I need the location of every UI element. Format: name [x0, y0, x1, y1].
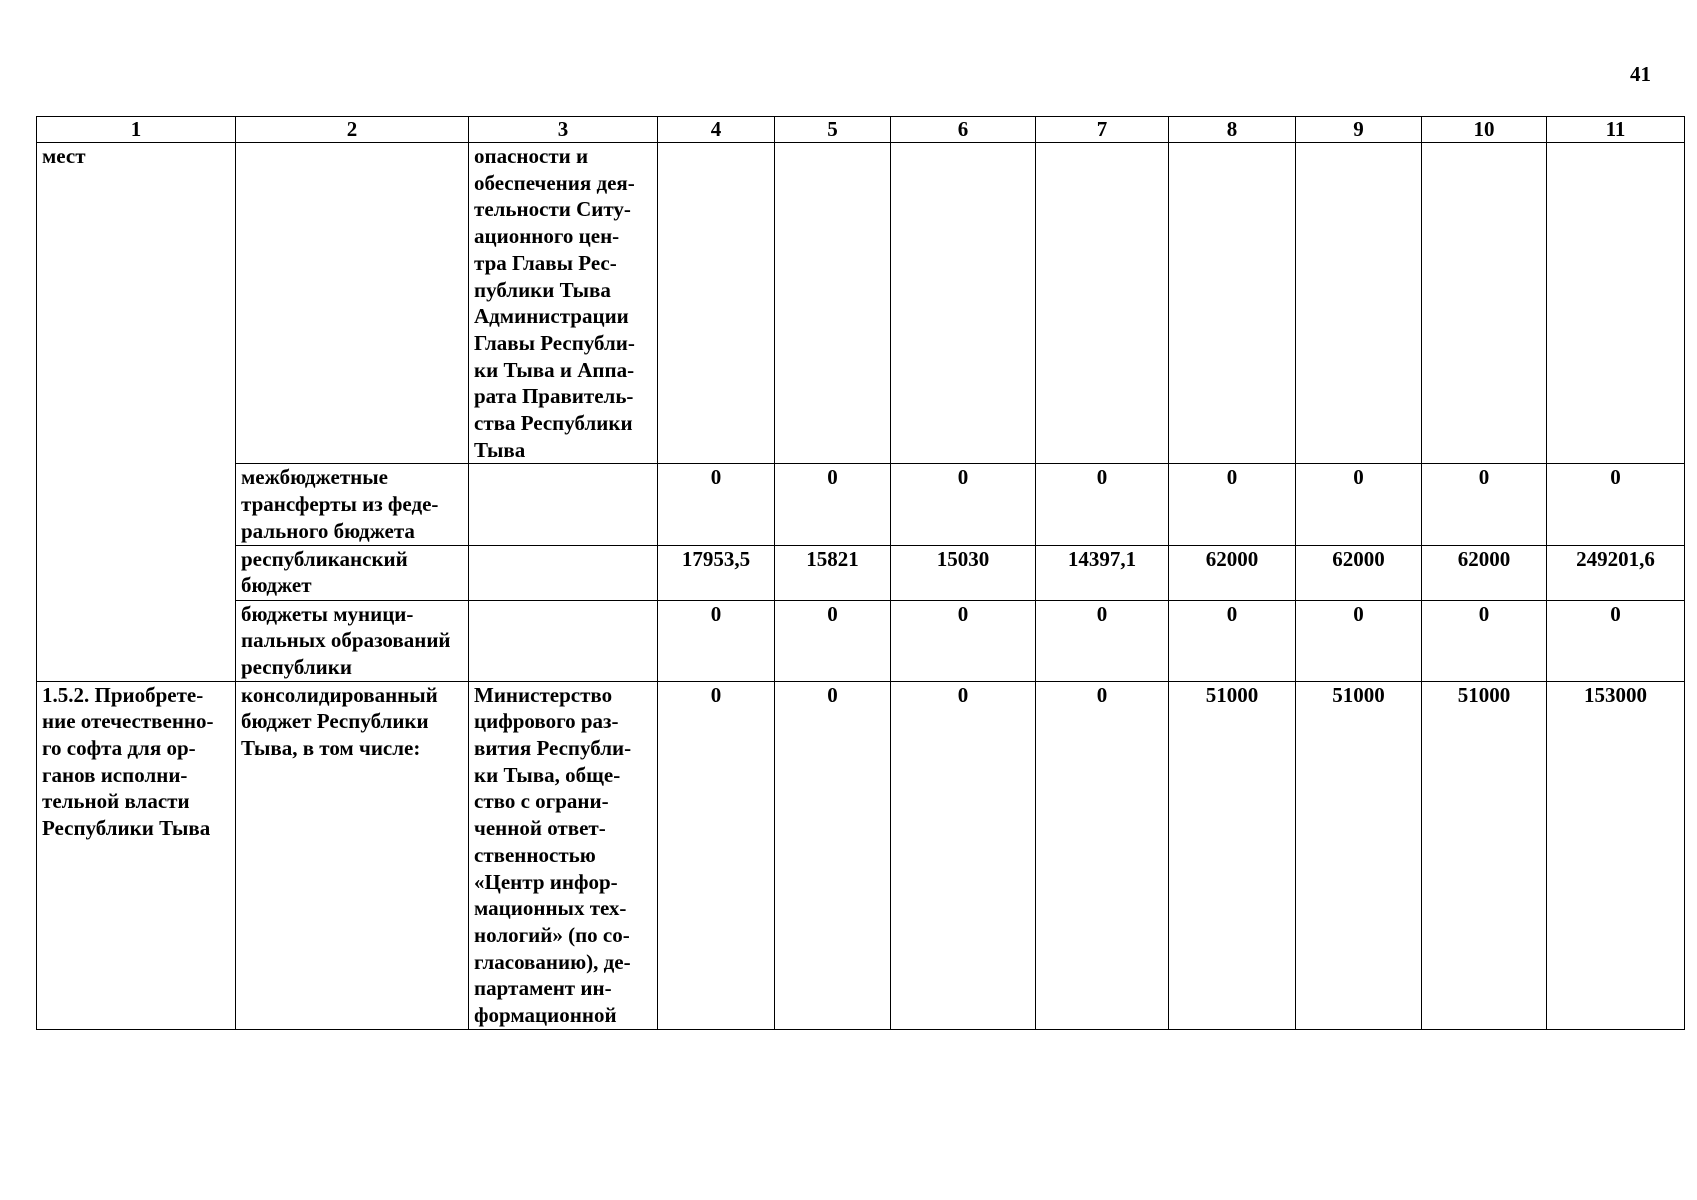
- value-cell: 0: [1547, 464, 1685, 545]
- value-cell: 0: [775, 681, 891, 1029]
- value-cell: 17953,5: [658, 545, 775, 600]
- table-row-1-5-2: [37, 681, 1685, 1029]
- value-cell: 153000: [1547, 681, 1685, 1029]
- column-number: 3: [469, 117, 658, 143]
- column-number: 7: [1036, 117, 1169, 143]
- value-cell: 62000: [1422, 545, 1547, 600]
- column-number: 10: [1422, 117, 1547, 143]
- column-number: 1: [37, 117, 236, 143]
- value-cell: 0: [1547, 600, 1685, 681]
- value-cell: 0: [1036, 600, 1169, 681]
- executor-cell-empty: [469, 545, 658, 600]
- value-cell: 0: [891, 464, 1036, 545]
- event-name: 1.5.2. Приобрете- ние отечественно- го софта для ор- ганов исполни- тельной власти Республики Тыва: [37, 681, 236, 1029]
- table-row-municipal: [37, 600, 1685, 681]
- column-number: 11: [1547, 117, 1685, 143]
- page-number: 41: [1630, 62, 1651, 86]
- value-cell: 51000: [1296, 681, 1422, 1029]
- value-cell: 51000: [1169, 681, 1296, 1029]
- source-cell-empty: [236, 143, 469, 464]
- event-name-continued: мест: [37, 143, 236, 682]
- value-cell: 14397,1: [1036, 545, 1169, 600]
- value-cell: 51000: [1422, 681, 1547, 1029]
- funding-source: межбюджетные трансферты из феде- рального бюджета: [236, 464, 469, 545]
- value-cell: 0: [658, 681, 775, 1029]
- executor-cell-empty: [469, 464, 658, 545]
- value-cell: 0: [1296, 600, 1422, 681]
- value-cell: 0: [1422, 600, 1547, 681]
- value-cell: 62000: [1169, 545, 1296, 600]
- column-number: 5: [775, 117, 891, 143]
- value-cell: 0: [891, 600, 1036, 681]
- value-cell: 0: [1036, 681, 1169, 1029]
- column-number: 8: [1169, 117, 1296, 143]
- column-number: 4: [658, 117, 775, 143]
- value-cell: 0: [1036, 464, 1169, 545]
- column-number-row: [37, 117, 1685, 143]
- funding-source: консолидированный бюджет Республики Тыва, в том числе:: [236, 681, 469, 1029]
- value-cell: 15030: [891, 545, 1036, 600]
- executor-cell-empty: [469, 600, 658, 681]
- value-cell: 0: [1169, 600, 1296, 681]
- value-cell: 0: [775, 464, 891, 545]
- executor-continued: опасности и обеспечения дея- тельности Ситу- ационного цен- тра Главы Рес- публики Тыва Администрации Главы Республи- ки Тыва и Аппа- рата Правитель- ства Республики Тыва: [469, 143, 658, 464]
- funding-source: республиканский бюджет: [236, 545, 469, 600]
- column-number: 9: [1296, 117, 1422, 143]
- column-number: 2: [236, 117, 469, 143]
- value-cell: 0: [1296, 464, 1422, 545]
- value-cell: 0: [775, 600, 891, 681]
- column-number: 6: [891, 117, 1036, 143]
- value-cell: 0: [1422, 464, 1547, 545]
- value-cell: 15821: [775, 545, 891, 600]
- program-financing-table: [36, 116, 1685, 1030]
- table-row-republican: [37, 545, 1685, 600]
- table-row-continued: [37, 143, 1685, 464]
- value-cell: 0: [1169, 464, 1296, 545]
- value-cell: 62000: [1296, 545, 1422, 600]
- funding-source: бюджеты муници- пальных образований республики: [236, 600, 469, 681]
- value-cell: 0: [658, 600, 775, 681]
- value-cell: 249201,6: [1547, 545, 1685, 600]
- value-cell: 0: [891, 681, 1036, 1029]
- table-row-federal: [37, 464, 1685, 545]
- executor: Министерство цифрового раз- вития Республи- ки Тыва, обще- ство с ограни- ченной ответ- ственностью «Центр инфор- мационных тех- нологий» (по со- гласованию), де- партамент ин- формационной: [469, 681, 658, 1029]
- value-cell: 0: [658, 464, 775, 545]
